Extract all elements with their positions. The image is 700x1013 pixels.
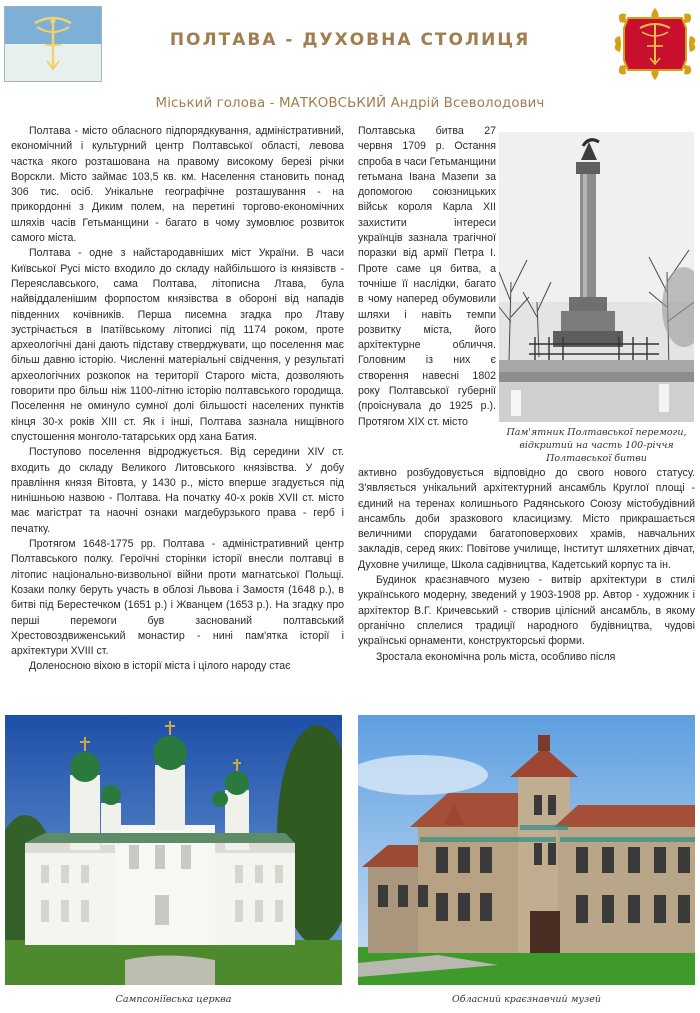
paragraph: активно розбудовується відповідно до свого нового статусу. З'являється унікальний архітектурний ансамбль Круглої площі - єдиний на теренах колишнього Радянського Союзу містобудівний ансамбль доби зразкового класицизму. Місто прикрашається величними спорудами багатоповерхових храмів, навчальних закладів, серед яких: Повітове училище, Інститут шляхетних дівчат, Духовне училище, Школа садівництва, Кадетський корпус та ін. [358,467,695,571]
paragraph: Поступово поселення відроджується. Від середини XIV ст. входить до складу Великого Литовського князівства. У добу правління князя Вітовта, у 1430 р., місто вперше згадується під нинішньою назвою - Полтава. На початку 40-х років XVII ст. місто має магістрат та наочні ознаки магдебурзького права - герб і печатку. [11,446,344,535]
church-photo [5,715,342,985]
city-flag [4,6,102,82]
coat-of-arms-icon [614,8,696,80]
flag-emblem-icon [31,15,75,73]
museum-caption: Обласний краєзнавчий музей [452,994,601,1005]
paragraph: Зростала економічна роль міста, особливо після [376,650,616,663]
paragraph: Полтава - одне з найстародавніших міст України. В часи Київської Русі місто входило до складу найбільшого із князівств - Переяславського, сама Полтава, літописна Лтава, була найвіддаленішим форпостом князівства в обороні від нападів південних кочівників. Перша писемна згадка про Лтаву зустрічається в Іпатіївському літописі під 1174 роком, проте археологічні дані дають підставу стверджувати, що поселення має більш давню історію. Численні матеріальні свідчення, у результаті археологічних розкопок на території Старого міста, дозволяють говорити про більш ніж 1100-літню історію полтавського городища. Поселення не оминуло сумної долі більшості населених пунктів кінця 30-х років XIII ст. Як і інші, Полтава зазнала нищівного спустошення монголо-татарських орд хана Батия. [11,247,344,443]
text-column-middle [358,124,496,430]
paragraph: Полтавська битва 27 червня 1709 р. Остання спроба в часи Гетьманщини гетьмана Івана Мазепи за допомогою союзницьких військ короля Карла XII захистити інтереси українців зазнала трагічної поразки від армії Петра I. Проте саме ця битва, а точніше її наслідки, багато в чому наперед обумовили шляхи і навіть темпи розвитку міста, його архітектурне обличчя. Головним із них є створення навесні 1802 року Полтавської губернії (проіснувала до 1925 р.). Протягом XIX ст. місто [358,125,496,428]
monument-caption: Пам'ятник Полтавської перемоги, відкритий на часть 100-річчя Полтавської битви [506,427,687,464]
museum-photo [358,715,695,985]
paragraph: Протягом 1648-1775 рр. Полтава - адміністративний центр Полтавського полку. Героїчні сторінки історії внесли полтавці в літопис національно-визвольної війни проти магнатської Польщі. Козаки полку беруть участь в облозі Львова і Замостя (1648 р.), в битві під Берестечком (1651 р.) і Жванцем (1653 р.). На згадку про перші перемоги був заснований полтавський Хрестовоздвиженський монастир - нині пам'ятка історії і архітектури XVIII ст. [11,538,344,658]
monument-photo [499,132,694,422]
paragraph: Полтава - місто обласного підпорядкування, адміністративний, економічний і культурний центр Полтавської області, левова частка якого розташована на правому високому березі річки Ворскли. Місто займає 103,5 кв. км. Населення становить понад 306 тис. осіб. Унікальне географічне розташування - на прикордонні з Диким полем, на перетині торгово-економічних шляхів часів Гетьманщини - багато в чому зумовлює розвиток самого міста. [11,125,344,245]
page-title: ПОЛТАВА - ДУХОВНА СТОЛИЦЯ [169,30,531,50]
text-column-left [11,124,344,675]
church-caption: Сампсоніївська церква [115,994,232,1005]
text-column-right [358,466,695,665]
paragraph: Доленосною віхою в історії міста і цілого народу стає [29,660,291,673]
mayor-line: Міський голова - МАТКОВСЬКИЙ Андрій Всеволодович [155,96,545,111]
paragraph: Будинок краєзнавчого музею - витвір архітектури в стилі українського модерну, зведений у 1903-1908 рр. Автор - художник і архітектор В.Г. Кричевський - створив цілісний ансамбль, в якому органічно сплелися традиції народного будівництва, чудові українські орнаменти, конструкторські форми. [358,574,695,648]
